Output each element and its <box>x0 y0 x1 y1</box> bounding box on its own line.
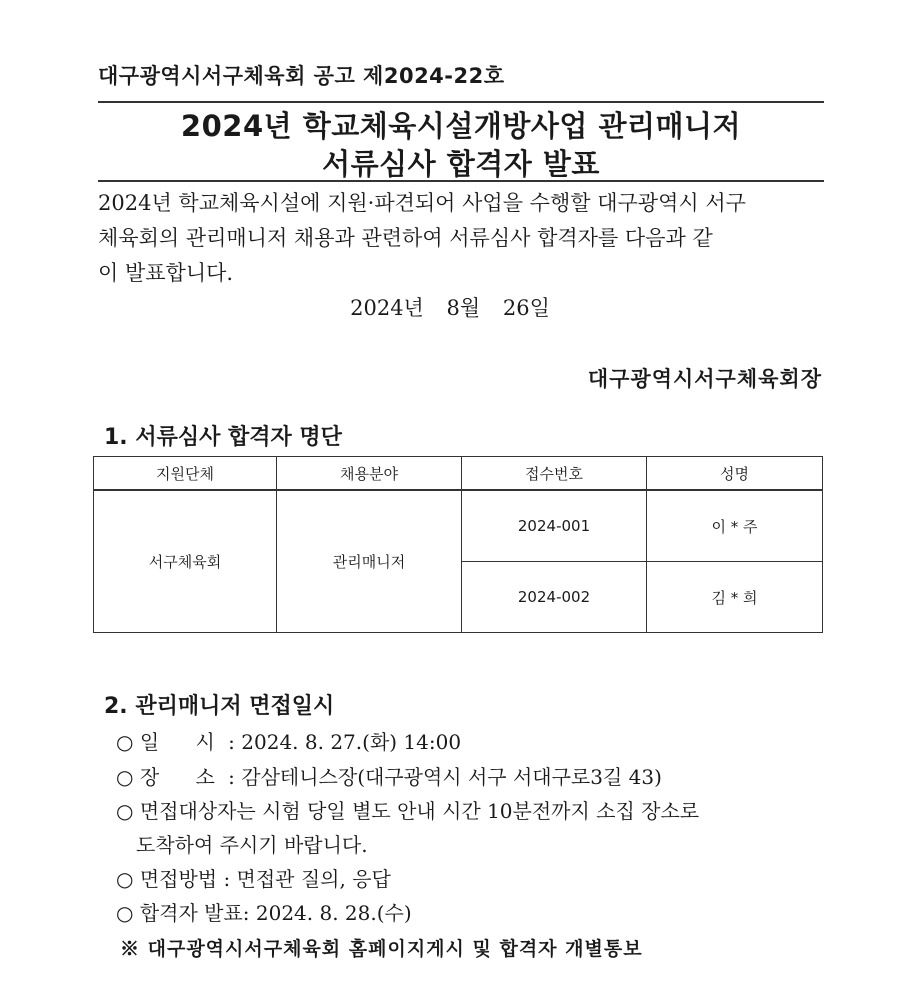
intro-line: 2024년 학교체육시설에 지원·파견되어 사업을 수행할 대구광역시 서구 <box>98 191 746 215</box>
receipt-number-cell: 2024-001 <box>462 490 647 562</box>
column-header: 채용분야 <box>277 457 462 491</box>
name-cell: 김 * 희 <box>647 562 823 633</box>
receipt-number-cell: 2024-002 <box>462 562 647 633</box>
organization-cell: 서구체육회 <box>94 490 277 633</box>
arrival-notice-continuation: 도착하여 주시기 바랍니다. <box>136 833 368 857</box>
footnote: ※ 대구광역시서구체육회 홈페이지게시 및 합격자 개별통보 <box>120 938 643 960</box>
bullet: ○ <box>116 730 134 754</box>
column-header: 접수번호 <box>462 457 647 491</box>
bullet: ○ <box>116 799 134 823</box>
name-cell: 이 * 주 <box>647 490 823 562</box>
item-separator: : <box>228 765 235 789</box>
title-top-rule <box>98 101 824 103</box>
item-text: 합격자 발표: 2024. 8. 28.(수) <box>139 901 412 925</box>
bullet: ○ <box>116 867 134 891</box>
intro-line: 체육회의 관리매니저 채용과 관련하여 서류심사 합격자를 다음과 같 <box>98 226 713 250</box>
item-text: 면접대상자는 시험 당일 별도 안내 시간 10분전까지 소집 장소로 <box>139 799 700 823</box>
table-header-row <box>94 457 823 491</box>
arrival-notice-item <box>116 795 699 824</box>
item-text: 면접방법 : 면접관 질의, 응답 <box>139 867 391 891</box>
interview-place-item <box>116 761 662 790</box>
item-label: 일 시 <box>139 730 215 754</box>
date-year: 2024년 <box>350 296 424 320</box>
page-title-line2: 서류심사 합격자 발표 <box>322 147 600 181</box>
interview-method-item <box>116 863 391 892</box>
table-row <box>94 490 823 562</box>
intro-line: 이 발표합니다. <box>98 261 234 285</box>
item-value: 2024. 8. 27.(화) 14:00 <box>241 730 462 754</box>
date-month: 8월 <box>446 296 481 320</box>
page-title-line1: 2024년 학교체육시설개방사업 관리매니저 <box>180 109 742 143</box>
passer-table <box>93 456 823 633</box>
announcement-date <box>0 292 900 322</box>
section1-heading: 1. 서류심사 합격자 명단 <box>104 425 342 450</box>
section2-heading: 2. 관리매니저 면접일시 <box>104 694 335 719</box>
result-announcement-item <box>116 897 412 926</box>
column-header: 성명 <box>647 457 823 491</box>
notice-number: 대구광역시서구체육회 공고 제2024-22호 <box>98 64 505 88</box>
signer: 대구광역시서구체육회장 <box>587 367 822 391</box>
item-label: 장 소 <box>139 765 215 789</box>
bullet: ○ <box>116 765 134 789</box>
item-value: 감삼테니스장(대구광역시 서구 서대구로3길 43) <box>241 765 662 789</box>
field-cell: 관리매니저 <box>277 490 462 633</box>
item-separator: : <box>228 730 235 754</box>
title-bottom-rule <box>98 180 824 182</box>
bullet: ○ <box>116 901 134 925</box>
intro-paragraph <box>98 186 828 291</box>
date-day: 26일 <box>502 296 550 320</box>
interview-time-item <box>116 726 461 755</box>
column-header: 지원단체 <box>94 457 277 491</box>
